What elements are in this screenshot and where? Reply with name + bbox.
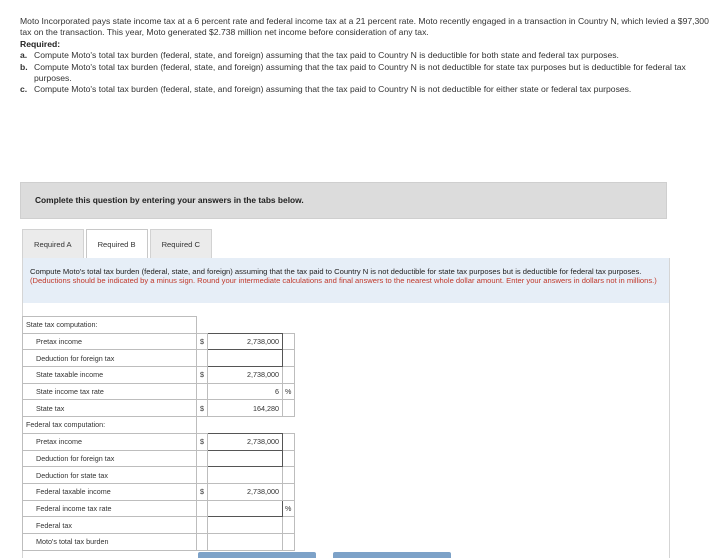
table-row — [23, 450, 295, 467]
state-taxable-income-value: 2,738,000 — [208, 367, 283, 384]
instructions-main: Compute Moto's total tax burden (federal, state, and foreign) assuming that the tax paid to Country N is not deductible for state tax purposes but is deductible for federal tax purposes. — [30, 267, 642, 276]
table-row — [23, 350, 295, 367]
table-row — [23, 317, 295, 334]
tab-bar — [22, 229, 214, 259]
question-instructions — [23, 258, 669, 303]
federal-deduction-state-tax-value — [208, 467, 283, 484]
item-text: Compute Moto's total tax burden (federal, state, and foreign) assuming that the tax paid to Country N is not deductible for either state or federal tax purposes. — [34, 84, 632, 95]
previous-tab-button[interactable] — [198, 552, 316, 558]
federal-taxable-income-value: 2,738,000 — [208, 483, 283, 500]
row-label: Pretax income — [23, 433, 197, 450]
row-label: Deduction for foreign tax — [23, 450, 197, 467]
pretax-income-input[interactable]: 2,738,000 — [208, 333, 283, 350]
dollar-sign — [197, 450, 208, 467]
required-heading: Required: — [20, 38, 61, 49]
percent-sign: % — [283, 383, 295, 400]
dollar-sign: $ — [197, 367, 208, 384]
banner-text: Complete this question by entering your answers in the tabs below. — [35, 195, 304, 205]
item-text: Compute Moto's total tax burden (federal, state, and foreign) assuming that the tax paid to Country N is not deductible for state tax purposes but is deductible for federal tax purposes. — [34, 61, 686, 84]
table-row — [23, 433, 295, 450]
table-row — [23, 333, 295, 350]
dollar-sign — [197, 533, 208, 550]
row-label: Deduction for foreign tax — [23, 350, 197, 367]
tab-required-a[interactable]: Required A — [22, 229, 84, 258]
instruction-banner — [20, 182, 667, 219]
instructions-hint: (Deductions should be indicated by a minus sign. Round your intermediate calculations and final answers to the nearest whole dollar amount. Enter your answers in dollars not in millions.) — [30, 276, 657, 286]
tab-required-c[interactable]: Required C — [150, 229, 212, 258]
table-row — [23, 417, 295, 434]
dollar-sign: $ — [197, 483, 208, 500]
row-label: Deduction for state tax — [23, 467, 197, 484]
table-row — [23, 483, 295, 500]
problem-intro: Moto Incorporated pays state income tax at a 6 percent rate and federal income tax at a 21 percent rate. Moto recently engaged in a transaction in Country N, which levied a $97,300 tax on the transaction. This year, Moto generated $2.738 million net income before consideration of any tax. — [20, 16, 709, 38]
row-label: Federal income tax rate — [23, 500, 197, 517]
section-heading-federal: Federal tax computation: — [23, 417, 197, 434]
item-text: Compute Moto's total tax burden (federal, state, and foreign) assuming that the tax paid to Country N is deductible for both state and federal tax purposes. — [34, 50, 619, 61]
required-item-a — [20, 50, 710, 61]
problem-statement — [20, 16, 710, 96]
row-label: State tax — [23, 400, 197, 417]
required-item-b — [20, 62, 710, 85]
item-letter: c. — [20, 84, 28, 95]
federal-tax-value — [208, 517, 283, 534]
tab-required-b[interactable]: Required B — [86, 229, 148, 259]
table-row — [23, 367, 295, 384]
row-label: Pretax income — [23, 333, 197, 350]
dollar-sign: $ — [197, 433, 208, 450]
federal-deduction-foreign-tax-input[interactable] — [208, 450, 283, 467]
row-label: State income tax rate — [23, 383, 197, 400]
item-letter: a. — [20, 50, 28, 61]
next-tab-button[interactable] — [333, 552, 451, 558]
table-row — [23, 383, 295, 400]
table-row — [23, 533, 295, 550]
state-tax-value: 164,280 — [208, 400, 283, 417]
row-label: Federal tax — [23, 517, 197, 534]
dollar-sign: $ — [197, 400, 208, 417]
row-label: Federal taxable income — [23, 483, 197, 500]
federal-tax-rate-input[interactable] — [208, 500, 283, 517]
item-letter: b. — [20, 61, 28, 72]
row-label: Moto's total tax burden — [23, 533, 197, 550]
state-deduction-foreign-tax-input[interactable] — [208, 350, 283, 367]
table-row — [23, 467, 295, 484]
table-row — [23, 500, 295, 517]
state-tax-rate-value: 6 — [208, 383, 283, 400]
dollar-sign — [197, 383, 208, 400]
table-row — [23, 517, 295, 534]
total-tax-burden-value — [208, 533, 283, 550]
tax-computation-table — [22, 316, 295, 551]
dollar-sign — [197, 517, 208, 534]
dollar-sign — [197, 467, 208, 484]
dollar-sign — [197, 350, 208, 367]
federal-pretax-income-input[interactable]: 2,738,000 — [208, 433, 283, 450]
required-item-c — [20, 84, 710, 95]
table-row — [23, 400, 295, 417]
dollar-sign: $ — [197, 333, 208, 350]
dollar-sign — [197, 500, 208, 517]
row-label: State taxable income — [23, 367, 197, 384]
section-heading-state: State tax computation: — [23, 317, 197, 334]
percent-sign: % — [283, 500, 295, 517]
